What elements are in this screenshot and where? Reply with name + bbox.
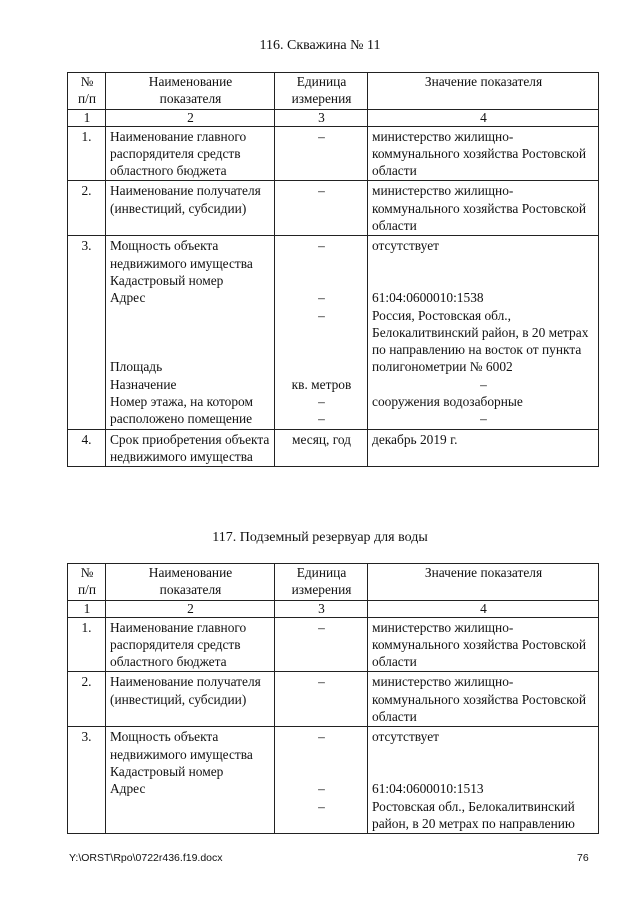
table-row <box>68 181 599 236</box>
column-numbers-row <box>68 600 599 617</box>
section-title: 117. Подземный резервуар для воды <box>212 530 428 545</box>
row-unit <box>275 236 368 429</box>
data-table <box>67 72 599 467</box>
unit-line: – <box>318 781 325 797</box>
col-number: 3 <box>275 109 368 126</box>
table-header-row <box>68 564 599 601</box>
header-unit: Единица измерения <box>275 564 368 601</box>
header-name: Наименование показателя <box>106 564 275 601</box>
row-num: 2. <box>68 181 106 236</box>
unit-line: – <box>318 411 325 427</box>
name-line: Адрес <box>110 781 146 797</box>
row-unit: – <box>275 126 368 181</box>
name-line: Мощность объекта недвижимого имущества <box>110 238 253 271</box>
table-row <box>68 236 599 429</box>
col-number: 2 <box>106 600 275 617</box>
footer-page-number: 76 <box>577 852 589 864</box>
table-row <box>68 672 599 727</box>
name-line: Номер этажа, на котором расположено помещение <box>110 394 253 427</box>
row-name <box>106 727 275 834</box>
column-numbers-row <box>68 109 599 126</box>
value-line: 61:04:0600010:1513 <box>372 781 484 797</box>
row-value: министерство жилищно-коммунального хозяйства Ростовской области <box>368 181 599 236</box>
row-num: 3. <box>68 236 106 429</box>
value-line: Россия, Ростовская обл., Белокалитвинский район, в 20 метрах по направлению на восток от пункта полигонометрии № 6002 <box>372 307 589 375</box>
row-num: 3. <box>68 727 106 834</box>
name-line: Назначение <box>110 376 177 392</box>
col-number: 3 <box>275 600 368 617</box>
unit-line: – <box>318 307 325 323</box>
col-number: 4 <box>368 109 599 126</box>
unit-line: – <box>318 798 325 814</box>
col-number: 4 <box>368 600 599 617</box>
row-num: 1. <box>68 617 106 672</box>
row-unit <box>275 727 368 834</box>
value-line: 61:04:0600010:1538 <box>372 290 484 306</box>
data-table <box>67 563 599 834</box>
unit-line: – <box>318 394 325 410</box>
table-row <box>68 429 599 467</box>
value-line: сооружения водозаборные <box>372 394 523 410</box>
row-unit: – <box>275 672 368 727</box>
header-num: № п/п <box>68 73 106 110</box>
header-name: Наименование показателя <box>106 73 275 110</box>
row-name: Срок приобретения объекта недвижимого имущества <box>106 429 275 467</box>
row-unit: – <box>275 181 368 236</box>
name-line: Кадастровый номер <box>110 763 224 779</box>
name-line: Кадастровый номер <box>110 272 224 288</box>
row-name: Наименование получателя (инвестиций, субсидии) <box>106 672 275 727</box>
table-row <box>68 617 599 672</box>
table-row <box>68 727 599 834</box>
header-unit: Единица измерения <box>275 73 368 110</box>
row-name: Наименование получателя (инвестиций, субсидии) <box>106 181 275 236</box>
header-value: Значение показателя <box>368 73 599 110</box>
unit-line: – <box>318 238 325 254</box>
value-line: – <box>480 411 487 427</box>
header-num: № п/п <box>68 564 106 601</box>
value-line: отсутствует <box>372 238 439 254</box>
row-num: 2. <box>68 672 106 727</box>
name-line: Адрес <box>110 290 146 306</box>
name-line: Мощность объекта недвижимого имущества <box>110 729 253 762</box>
section-title: 116. Скважина № 11 <box>259 38 381 53</box>
unit-line: – <box>318 290 325 306</box>
name-line: Площадь <box>110 359 163 375</box>
row-name <box>106 236 275 429</box>
row-name: Наименование главного распорядителя средств областного бюджета <box>106 126 275 181</box>
table-header-row <box>68 73 599 110</box>
footer-file-path: Y:\ORST\Rpo\0722r436.f19.docx <box>69 852 223 864</box>
value-line: – <box>480 376 487 392</box>
row-unit: – <box>275 617 368 672</box>
row-value <box>368 236 599 429</box>
table-row <box>68 126 599 181</box>
col-number: 1 <box>68 600 106 617</box>
header-value: Значение показателя <box>368 564 599 601</box>
value-line: отсутствует <box>372 729 439 745</box>
row-value: министерство жилищно-коммунального хозяйства Ростовской области <box>368 126 599 181</box>
row-value: министерство жилищно-коммунального хозяйства Ростовской области <box>368 617 599 672</box>
row-value: министерство жилищно-коммунального хозяйства Ростовской области <box>368 672 599 727</box>
row-value: декабрь 2019 г. <box>368 429 599 467</box>
col-number: 2 <box>106 109 275 126</box>
row-name: Наименование главного распорядителя средств областного бюджета <box>106 617 275 672</box>
row-value <box>368 727 599 834</box>
row-unit: месяц, год <box>275 429 368 467</box>
col-number: 1 <box>68 109 106 126</box>
row-num: 4. <box>68 429 106 467</box>
unit-line: кв. метров <box>291 376 352 392</box>
value-line: Ростовская обл., Белокалитвинский район, в 20 метрах по направлению <box>372 798 575 831</box>
row-num: 1. <box>68 126 106 181</box>
unit-line: – <box>318 729 325 745</box>
